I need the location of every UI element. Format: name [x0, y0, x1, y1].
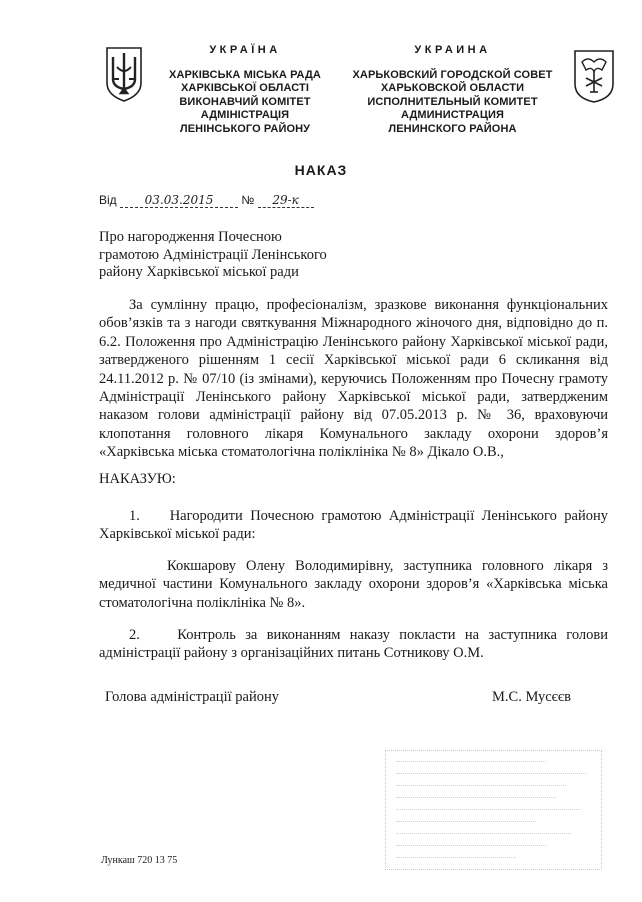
header-line: ХАРЬКОВСКИЙ ГОРОДСКОЙ СОВЕТ	[352, 68, 553, 81]
subject-line: району Харківської міської ради	[99, 264, 299, 280]
nominee-paragraph: Кокшарову Олену Володимирівну, заступника головного лікаря з медичної частини Комунального закладу охорони здоров’я «Харківська міська стоматологічна поліклініка № 8».	[99, 558, 608, 611]
order-item-2: 2. Контроль за виконанням наказу покласти на заступника голови адміністрації району з організаційних питань Сотникову О.М.	[99, 627, 612, 662]
kharkiv-coat-of-arms-icon	[572, 48, 616, 104]
date-number-line	[99, 193, 314, 208]
subject-line: Про нагородження Почесною	[99, 229, 282, 245]
subject-line: грамотою Адміністрації Ленінського	[99, 246, 327, 263]
order-item-1: 1. Нагородити Почесною грамотою Адміністрації Ленінського району Харківської міської ради:	[99, 508, 612, 543]
header-line: ЛЕНИНСКОГО РАЙОНА	[388, 122, 517, 135]
faint-stamp	[385, 750, 602, 870]
header-line: ХАРКІВСЬКОЇ ОБЛАСТІ	[180, 82, 310, 94]
document-title: НАКАЗ	[294, 162, 348, 178]
subject-block	[99, 229, 608, 282]
header-ukrainian	[160, 44, 330, 136]
date-value: 03.03.2015	[120, 193, 238, 208]
header-line: ХАРЬКОВСКОЙ ОБЛАСТИ	[380, 82, 525, 94]
number-value: 29-к	[258, 193, 314, 208]
signatory-name: М.С. Мусєєв	[492, 689, 571, 705]
preamble-paragraph: За сумлінну працю, професіоналізм, зразкове виконання функціональних обов’язків та з нагоди святкування Міжнародного жіночого дня, відповідно до п. 6.2. Положення про Адміністрацію Ленінського району Харківської міської ради, затвердженого рішенням 1 сесії Харківської міської ради 6 скликання від 24.11.2012 р. № 07/10 (із змінами), керуючись Положенням про Почесну грамоту Адміністрації Ленінського району Харківської міської ради, затвердженим наказом голови адміністрації району від 07.05.2013 р. № 36, враховуючи клопотання головного лікаря Комунального закладу охорони здоров’я «Харківська міська стоматологічна поліклініка № 8» Дікало О.В.,	[99, 297, 608, 461]
header-line: ХАРКІВСЬКА МІСЬКА РАДА	[169, 68, 321, 81]
date-prefix: Від	[99, 193, 117, 207]
orders-heading: НАКАЗУЮ:	[99, 471, 176, 487]
signatory-role: Голова адміністрації району	[105, 689, 279, 705]
country-name-russian: УКРАИНА	[414, 44, 491, 56]
number-prefix: №	[241, 193, 255, 207]
footer-executor: Лункаш 720 13 75	[101, 855, 178, 866]
header-line: ИСПОЛНИТЕЛЬНЫЙ КОМИТЕТ	[367, 95, 538, 108]
header-line: ВИКОНАВЧИЙ КОМІТЕТ	[179, 95, 311, 108]
ukraine-coat-of-arms-icon	[104, 45, 144, 103]
header-line: АДМІНІСТРАЦІЯ	[200, 109, 290, 121]
header-line: АДМИНИСТРАЦИЯ	[401, 109, 504, 121]
header-russian	[345, 44, 560, 136]
header-line: ЛЕНІНСЬКОГО РАЙОНУ	[179, 122, 311, 135]
country-name-ukrainian: УКРАЇНА	[209, 44, 281, 56]
